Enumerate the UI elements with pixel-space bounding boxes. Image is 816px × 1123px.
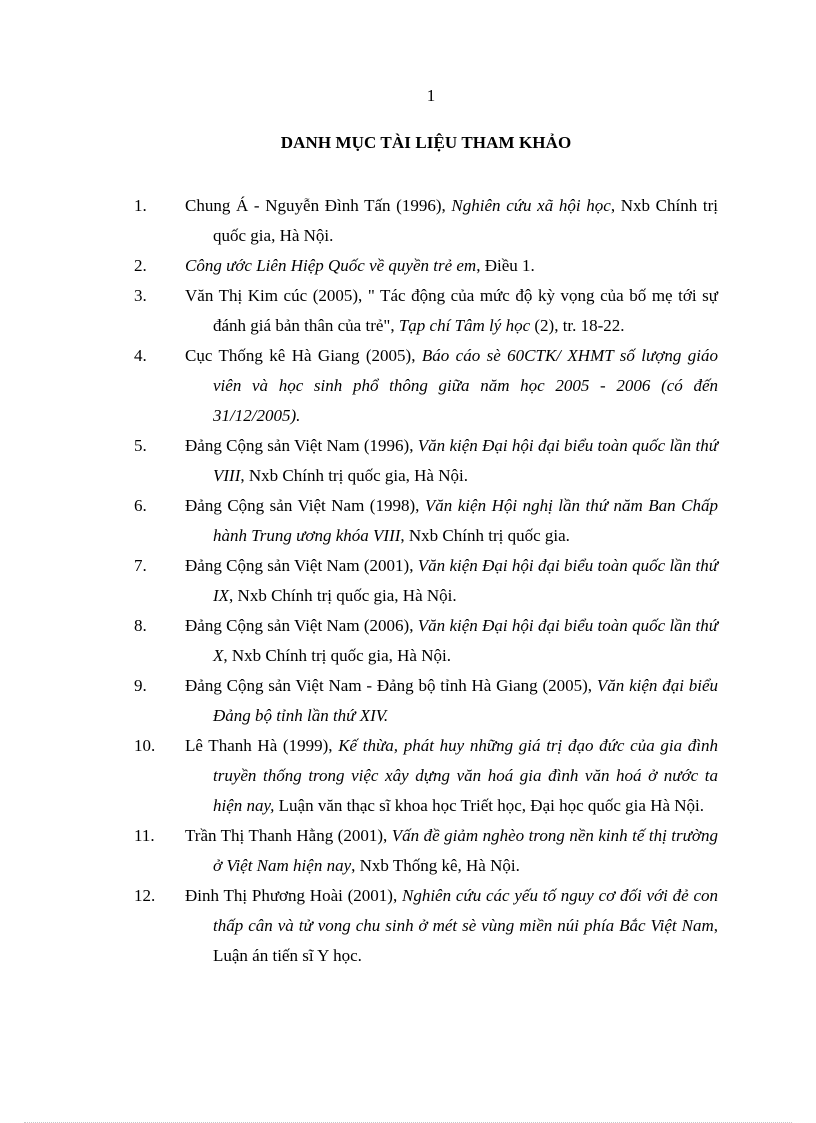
- reference-number: 7.: [134, 556, 147, 575]
- reference-number: 11.: [134, 826, 155, 845]
- reference-number: 3.: [134, 286, 147, 305]
- reference-item: [134, 821, 718, 881]
- reference-item: [134, 191, 718, 251]
- reference-item: [134, 281, 718, 341]
- reference-list: [134, 191, 718, 971]
- reference-item: [134, 431, 718, 491]
- reference-text: Cục Thống kê Hà Giang (2005), Báo cáo sè 60CTK/ XHMT số lượng giáo viên và học sinh phổ thông giữa năm học 2005 - 2006 (có đến 31/12/2005).: [185, 346, 718, 425]
- reference-text: Lê Thanh Hà (1999), Kế thừa, phát huy những giá trị đạo đức của gia đình truyền thống trong việc xây dựng văn hoá gia đình văn hoá ở nước ta hiện nay, Luận văn thạc sĩ khoa học Triết học, Đại học quốc gia Hà Nội.: [185, 736, 719, 815]
- page-number: 1: [426, 86, 436, 105]
- reference-text: Công ước Liên Hiệp Quốc về quyền trẻ em, Điều 1.: [185, 256, 535, 275]
- reference-number: 4.: [134, 346, 147, 365]
- reference-number: 10.: [134, 736, 156, 755]
- reference-item: [134, 611, 718, 671]
- reference-text: Văn Thị Kim cúc (2005), " Tác động của mức độ kỳ vọng của bố mẹ tới sự đánh giá bản thân của trẻ", Tạp chí Tâm lý học (2), tr. 18-22.: [185, 286, 718, 335]
- reference-item: [134, 881, 718, 971]
- reference-item: [134, 251, 718, 281]
- reference-number: 9.: [134, 676, 147, 695]
- reference-text: Đảng Cộng sản Việt Nam (1996), Văn kiện Đại hội đại biểu toàn quốc lần thứ VIII, Nxb Chính trị quốc gia, Hà Nội.: [185, 436, 718, 485]
- reference-item: [134, 731, 718, 821]
- reference-number: 1.: [134, 196, 147, 215]
- reference-text: Đảng Cộng sản Việt Nam (2006), Văn kiện Đại hội đại biểu toàn quốc lần thứ X, Nxb Chính trị quốc gia, Hà Nội.: [185, 616, 718, 665]
- reference-text: Đinh Thị Phương Hoài (2001), Nghiên cứu các yếu tố nguy cơ đối với đẻ con thấp cân và tử vong chu sinh ở mét sè vùng miền núi phía Bắc Việt Nam, Luận án tiến sĩ Y học.: [185, 886, 718, 965]
- page-title: DANH MỤC TÀI LIỆU THAM KHẢO: [280, 133, 572, 152]
- reference-text: Trần Thị Thanh Hằng (2001), Vấn đề giảm nghèo trong nền kinh tế thị trường ở Việt Nam hiện nay, Nxb Thống kê, Hà Nội.: [185, 826, 718, 875]
- reference-text: Đảng Cộng sản Việt Nam (2001), Văn kiện Đại hội đại biểu toàn quốc lần thứ IX, Nxb Chính trị quốc gia, Hà Nội.: [185, 556, 718, 605]
- reference-item: [134, 551, 718, 611]
- reference-number: 6.: [134, 496, 147, 515]
- reference-number: 2.: [134, 256, 147, 275]
- reference-number: 12.: [134, 886, 156, 905]
- reference-item: [134, 491, 718, 551]
- reference-number: 5.: [134, 436, 147, 455]
- reference-number: 8.: [134, 616, 147, 635]
- reference-item: [134, 671, 718, 731]
- reference-text: Chung Á - Nguyễn Đình Tấn (1996), Nghiên cứu xã hội học, Nxb Chính trị quốc gia, Hà Nội.: [185, 196, 718, 245]
- reference-text: Đảng Cộng sản Việt Nam - Đảng bộ tỉnh Hà Giang (2005), Văn kiện đại biểu Đảng bộ tỉnh lần thứ XIV.: [185, 676, 718, 725]
- reference-text: Đảng Cộng sản Việt Nam (1998), Văn kiện Hội nghị lần thứ năm Ban Chấp hành Trung ương khóa VIII, Nxb Chính trị quốc gia.: [185, 496, 718, 545]
- reference-item: [134, 341, 718, 431]
